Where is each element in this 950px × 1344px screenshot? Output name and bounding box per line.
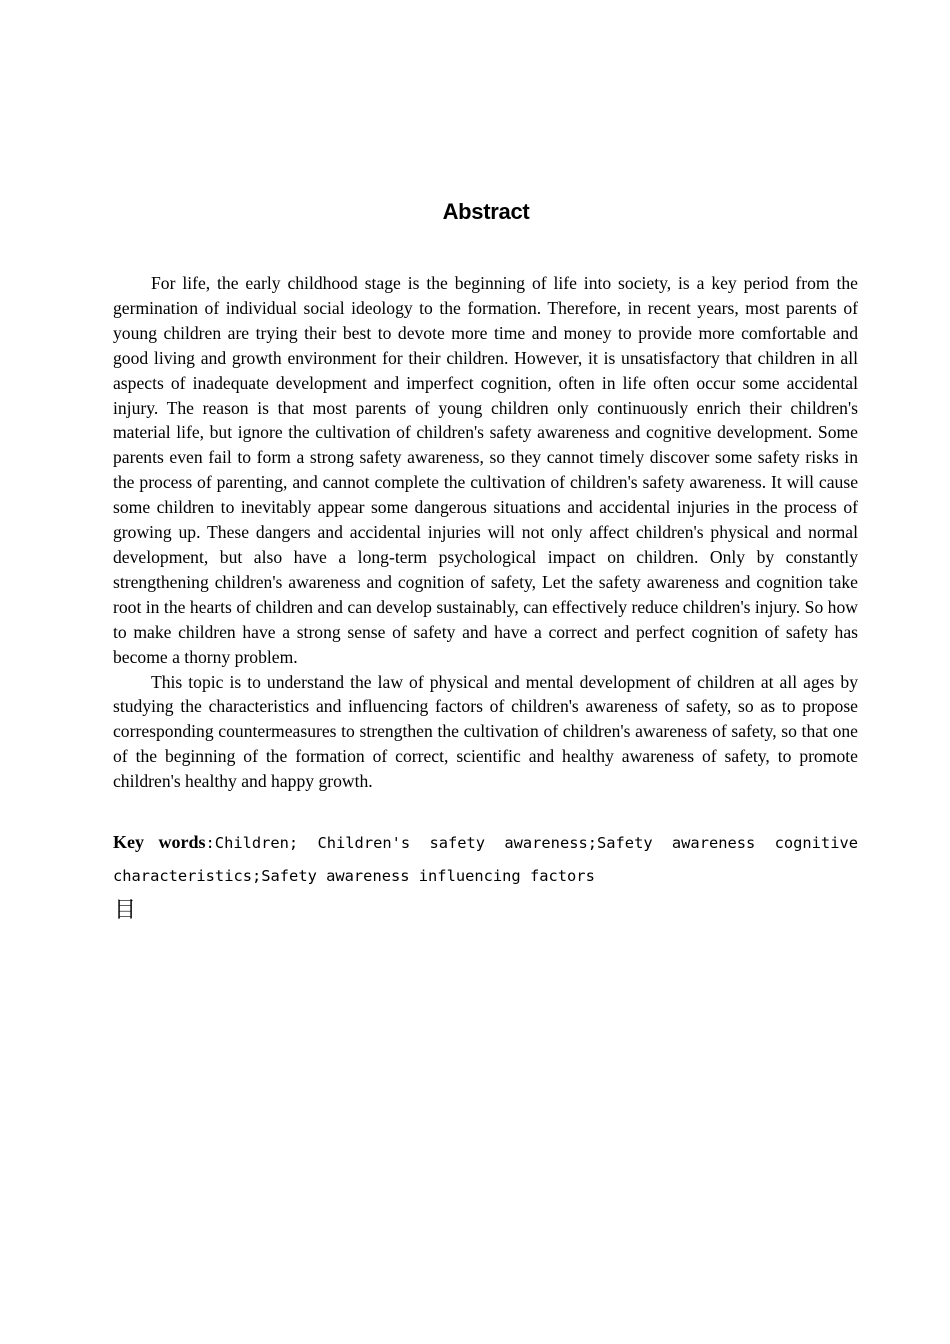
keywords-value: :Children; Children's safety awareness;Safety awareness cognitive characteristics;Safety awareness influencing factors <box>113 834 858 885</box>
toc-heading: 目 <box>114 898 137 923</box>
abstract-body <box>113 271 858 794</box>
keywords-line <box>113 826 858 893</box>
keywords-label: Key words <box>113 832 206 852</box>
abstract-title: Abstract <box>442 199 530 224</box>
abstract-paragraph-2: This topic is to understand the law of physical and mental development of children at all ages by studying the characteristics and influencing factors of children's awareness of safety, so as to propose corresponding countermeasures to strengthen the cultivation of children's awareness of safety, so that one of the beginning of the formation of correct, scientific and healthy awareness of safety, to promote children's healthy and happy growth. <box>113 671 858 792</box>
abstract-paragraph-1: For life, the early childhood stage is the beginning of life into society, is a key period from the germination of individual social ideology to the formation. Therefore, in recent years, most parents of young children are trying their best to devote more time and money to provide more comfortable and good living and growth environment for their children. However, it is unsatisfactory that children in all aspects of inadequate development and imperfect cognition, often in life often occur some accidental injury. The reason is that most parents of young children only continuously enrich their children's material life, but ignore the cultivation of children's safety awareness and cognitive development. Some parents even fail to form a strong safety awareness, so they cannot timely discover some safety risks in the process of parenting, and cannot complete the cultivation of children's safety awareness. It will cause some children to inevitably appear some dangerous situations and accidental injuries in the process of growing up. These dangers and accidental injuries will not only affect children's physical and normal development, but also have a long-term psychological impact on children. Only by constantly strengthening children's awareness and cognition of safety, Let the safety awareness and cognition take root in the hearts of children and can develop sustainably, can effectively reduce children's injury. So how to make children have a strong sense of safety and have a correct and perfect cognition of safety has become a thorny problem. <box>113 273 858 667</box>
